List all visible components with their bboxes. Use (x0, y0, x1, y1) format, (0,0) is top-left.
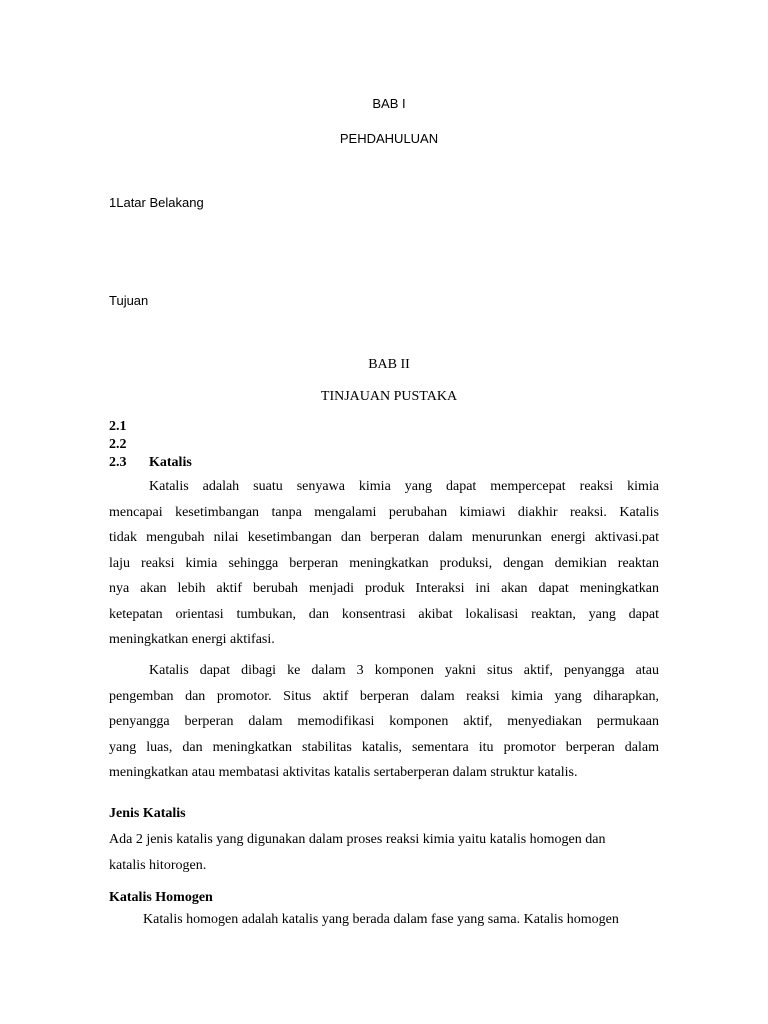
paragraph-line: nya akan lebih aktif berubah menjadi produk Interaksi ini akan dapat meningkatkan (109, 581, 659, 596)
paragraph-line: tidak mengubah nilai kesetimbangan dan berperan dalam menurunkan energi aktivasi.pat (109, 530, 659, 545)
bab2-title: BAB II (368, 357, 410, 372)
section-number-2-1: 2.1 (109, 419, 127, 434)
katalis-homogen-paragraph: Katalis homogen adalah katalis yang berada dalam fase yang sama. Katalis homogen (143, 912, 619, 927)
section-number-2-3: 2.3 (109, 455, 127, 470)
jenis-katalis-heading: Jenis Katalis (109, 806, 186, 821)
tujuan-heading: Tujuan (109, 293, 149, 308)
paragraph-line: meningkatkan atau membatasi aktivitas katalis sertaberperan dalam struktur katalis. (109, 765, 578, 780)
paragraph-line: laju reaksi kimia sehingga berperan meningkatkan produksi, dengan demikian reaktan (109, 555, 659, 571)
paragraph-line: Ada 2 jenis katalis yang digunakan dalam proses reaksi kimia yaitu katalis homogen dan (109, 832, 606, 847)
paragraph-line: yang luas, dan meningkatkan stabilitas katalis, sementara itu promotor berperan dalam (109, 739, 659, 755)
paragraph-line: ketepatan orientasi tumbukan, dan konsentrasi akibat lokalisasi reaktan, yang dapat (109, 606, 659, 622)
katalis-homogen-heading: Katalis Homogen (109, 890, 213, 905)
katalis-heading: Katalis (149, 455, 192, 470)
paragraph-line: penyangga berperan dalam memodifikasi komponen aktif, menyediakan permukaan (109, 714, 659, 729)
bab1-subtitle: PEHDAHULUAN (339, 131, 439, 146)
latar-belakang-heading: 1Latar Belakang (109, 195, 204, 210)
bab1-title: BAB I (372, 96, 406, 111)
katalis-paragraph-1 (109, 474, 659, 653)
paragraph-line: pengemban dan promotor. Situs aktif berperan dalam reaksi kimia yang diharapkan, (109, 688, 659, 704)
paragraph-line: katalis hitorogen. (109, 857, 207, 873)
paragraph-line: mencapai kesetimbangan tanpa mengalami perubahan kimiawi diakhir reaksi. Katalis (109, 504, 659, 520)
katalis-paragraph-2 (109, 658, 659, 786)
bab2-subtitle: TINJAUAN PUSTAKA (320, 389, 458, 404)
paragraph-line: Katalis dapat dibagi ke dalam 3 komponen yakni situs aktif, penyangga atau (149, 663, 659, 678)
paragraph-line: Katalis adalah suatu senyawa kimia yang dapat mempercepat reaksi kimia (149, 479, 659, 494)
paragraph-line: meningkatkan energi aktifasi. (109, 632, 275, 647)
jenis-katalis-paragraph (109, 827, 659, 878)
section-number-2-2: 2.2 (109, 437, 127, 452)
